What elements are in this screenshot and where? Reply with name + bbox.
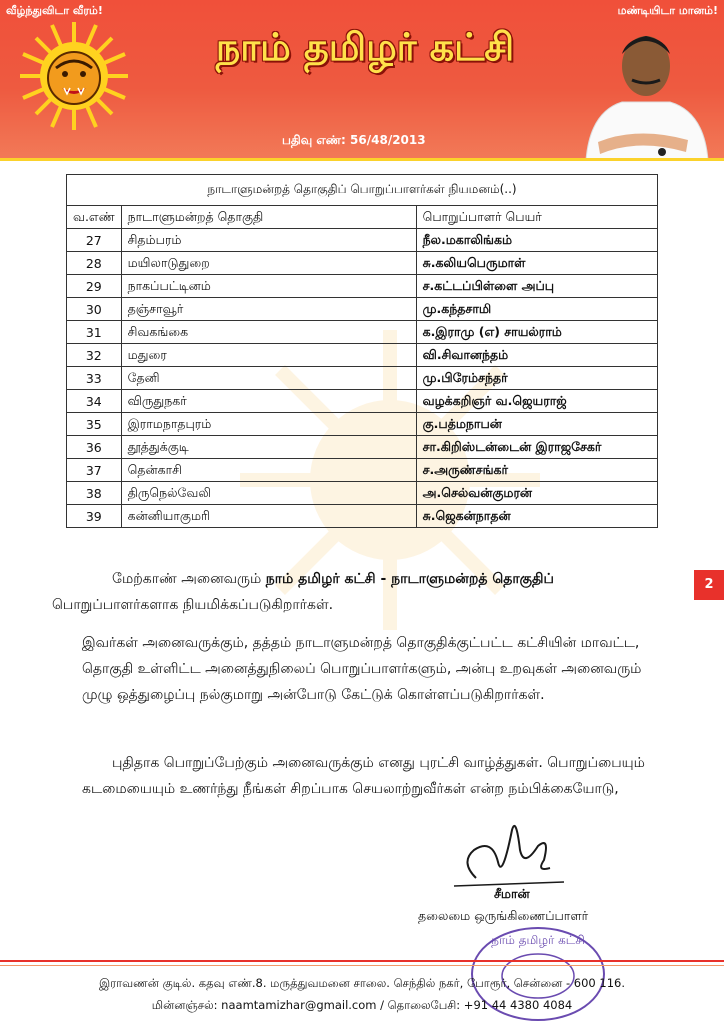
- serial-number-cell: 39: [67, 505, 122, 528]
- serial-number-cell: 30: [67, 298, 122, 321]
- incharge-name-cell: சு.கலியபெருமாள்: [416, 252, 657, 275]
- footer-contact: மின்னஞ்சல்: naamtamizhar@gmail.com / தொலைபேசி: +91 44 4380 4084: [151, 998, 573, 1012]
- incharge-name-cell: அ.செல்வன்குமரன்: [416, 482, 657, 505]
- column-header-incharge: பொறுப்பாளர் பெயர்: [416, 206, 657, 229]
- table-row: [67, 413, 658, 436]
- table-title: நாடாளுமன்றத் தொகுதிப் பொறுப்பாளர்கள் நியமனம்(..): [67, 175, 658, 206]
- incharge-name-cell: ச.அருண்சங்கர்: [416, 459, 657, 482]
- incharge-table: [66, 174, 658, 528]
- constituency-cell: கன்னியாகுமரி: [121, 505, 416, 528]
- constituency-cell: மயிலாடுதுறை: [121, 252, 416, 275]
- tiger-logo-icon: [18, 20, 130, 132]
- constituency-cell: சிதம்பரம்: [121, 229, 416, 252]
- serial-number-cell: 34: [67, 390, 122, 413]
- svg-text:நாம் தமிழர் கட்சி: நாம் தமிழர் கட்சி: [491, 933, 585, 947]
- serial-number-cell: 29: [67, 275, 122, 298]
- table-row: [67, 321, 658, 344]
- serial-number-cell: 35: [67, 413, 122, 436]
- paragraph-wishes: புதிதாக பொறுப்பேற்கும் அனைவருக்கும் எனது புரட்சி வாழ்த்துகள். பொறுப்பையும் கடமையையும் உணர்ந்து நீங்கள் சிறப்பாக செயலாற்றுவீர்கள் என்ற நம்பிக்கையோடு,: [82, 755, 645, 797]
- constituency-cell: திருநெல்வேலி: [121, 482, 416, 505]
- table-row: [67, 505, 658, 528]
- serial-number-cell: 27: [67, 229, 122, 252]
- column-header-constituency: நாடாளுமன்றத் தொகுதி: [121, 206, 416, 229]
- constituency-cell: சிவகங்கை: [121, 321, 416, 344]
- constituency-cell: இராமநாதபுரம்: [121, 413, 416, 436]
- party-name-title: நாம் தமிழர் கட்சி: [215, 24, 515, 69]
- motto-left: வீழ்ந்துவிடா வீரம்!: [6, 4, 103, 17]
- footer-divider: [0, 960, 724, 962]
- serial-number-cell: 38: [67, 482, 122, 505]
- registration-number: பதிவு எண்: 56/48/2013: [282, 133, 426, 147]
- paragraph-appointment-tail: பொறுப்பாளர்களாக நியமிக்கப்படுகிறார்கள்.: [52, 597, 334, 613]
- table-row: [67, 252, 658, 275]
- paragraph-appointment-party: நாம் தமிழர் கட்சி - நாடாளுமன்றத் தொகுதிப்: [265, 571, 554, 587]
- constituency-cell: தென்காசி: [121, 459, 416, 482]
- table-row: [67, 229, 658, 252]
- paragraph-appointment: [52, 566, 672, 618]
- incharge-name-cell: ச.கட்டப்பிள்ளை அப்பு: [416, 275, 657, 298]
- serial-number-cell: 31: [67, 321, 122, 344]
- page-number-tab: 2: [694, 570, 724, 600]
- serial-number-cell: 37: [67, 459, 122, 482]
- signature-mark: [440, 810, 570, 890]
- incharge-name-cell: சு.ஜெகன்நாதன்: [416, 505, 657, 528]
- incharge-name-cell: சா.கிறிஸ்டன்டைன் இராஜசேகர்: [416, 436, 657, 459]
- serial-number-cell: 33: [67, 367, 122, 390]
- constituency-cell: விருதுநகர்: [121, 390, 416, 413]
- footer-address: இராவணன் குடில். கதவு எண்.8. மருத்துவமனை சாலை. செந்தில் நகர், போரூர், சென்னை - 600 116.: [99, 976, 625, 990]
- header-divider: [0, 158, 724, 161]
- leader-photo: [578, 16, 714, 160]
- table-row: [67, 482, 658, 505]
- incharge-name-cell: வழக்கறிஞர் வ.ஜெயராஜ்: [416, 390, 657, 413]
- table-row: [67, 436, 658, 459]
- incharge-name-cell: கு.பத்மநாபன்: [416, 413, 657, 436]
- motto-right: மண்டியிடா மானம்!: [617, 4, 718, 17]
- constituency-cell: மதுரை: [121, 344, 416, 367]
- incharge-name-cell: மு.கந்தசாமி: [416, 298, 657, 321]
- table-row: [67, 344, 658, 367]
- signatory-name: சீமான்: [494, 886, 530, 901]
- constituency-cell: தஞ்சாவூர்: [121, 298, 416, 321]
- table-row: [67, 275, 658, 298]
- paragraph-cooperation: இவர்கள் அனைவருக்கும், தத்தம் நாடாளுமன்றத் தொகுதிக்குட்பட்ட கட்சியின் மாவட்ட, தொகுதி உள்ளிட்ட அனைத்துநிலைப் பொறுப்பாளர்களும், அன்பு உறவுகள் அனைவரும் முழு ஒத்துழைப்பு நல்குமாறு அன்போடு கேட்டுக் கொள்ளப்படுகிறார்கள்.: [82, 635, 642, 703]
- incharge-name-cell: மு.பிரேம்சந்தர்: [416, 367, 657, 390]
- incharge-name-cell: நீல.மகாலிங்கம்: [416, 229, 657, 252]
- signatory-designation: தலைமை ஒருங்கிணைப்பாளர்: [418, 908, 589, 923]
- constituency-cell: தேனி: [121, 367, 416, 390]
- serial-number-cell: 32: [67, 344, 122, 367]
- incharge-name-cell: க.இராமு (எ) சாயல்ராம்: [416, 321, 657, 344]
- paragraph-appointment-lead: மேற்காண் அனைவரும்: [112, 571, 266, 587]
- table-row: [67, 298, 658, 321]
- incharge-name-cell: வி.சிவானந்தம்: [416, 344, 657, 367]
- table-row: [67, 459, 658, 482]
- column-header-serial: வ.எண்: [67, 206, 122, 229]
- letterhead-banner: [0, 0, 724, 160]
- constituency-cell: நாகப்பட்டினம்: [121, 275, 416, 298]
- serial-number-cell: 36: [67, 436, 122, 459]
- serial-number-cell: 28: [67, 252, 122, 275]
- table-row: [67, 367, 658, 390]
- table-row: [67, 390, 658, 413]
- constituency-cell: தூத்துக்குடி: [121, 436, 416, 459]
- footer-divider-thin: [0, 965, 724, 966]
